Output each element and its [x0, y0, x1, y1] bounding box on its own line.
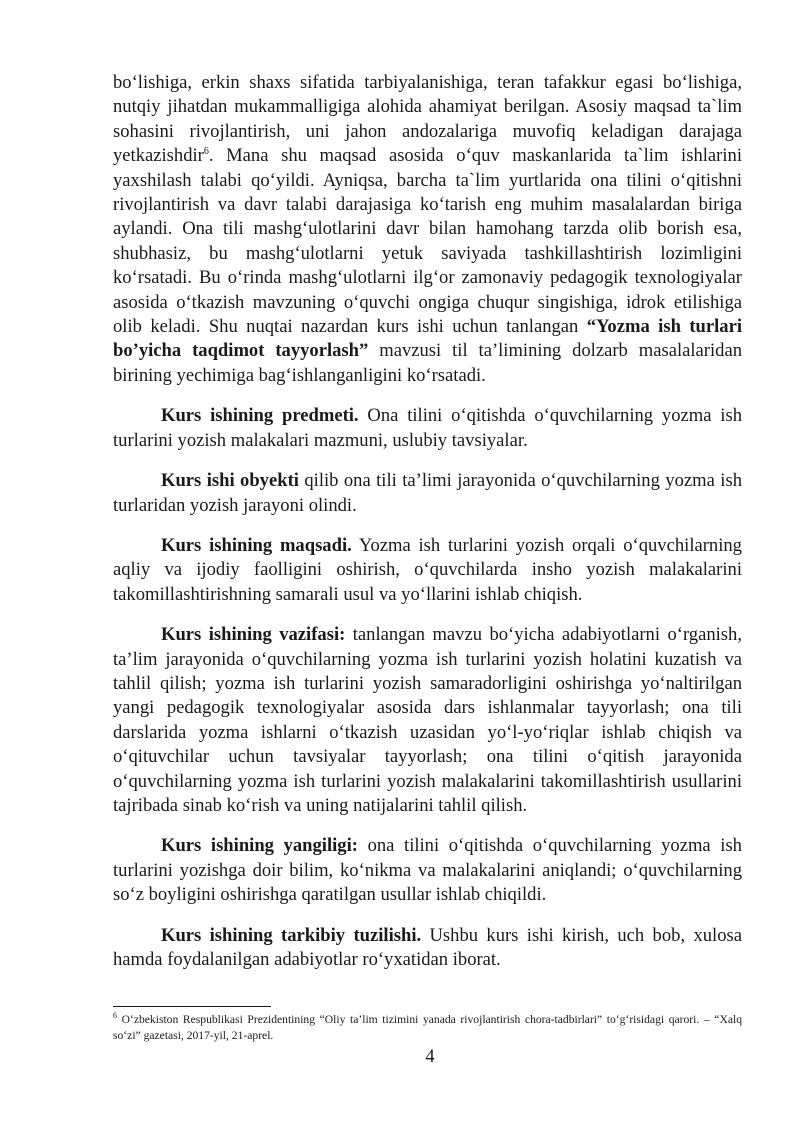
section-text: Ona tilini o‘qitishda o‘quvchilarning yozma ish turlarini yozish malakalari mazmuni, uslubiy tavsiyalar.: [113, 405, 742, 451]
intro-text-part1: bo‘lishiga, erkin shaxs sifatida tarbiyalanishiga, teran tafakkur egasi bo‘lishiga, nutqiy jihatdan mukammalligiga alohida ahamiyat berilgan. Asosiy maqsad ta`lim sohasini rivojlantirish, uni jahon andozalariga muvofiq keladigan darajaga yetkazishdir: [113, 72, 742, 167]
footnote-text: O‘zbekiston Respublikasi Prezidentining “Oliy ta’lim tizimini yanada rivojlantirish chora-tadbirlari” to‘g‘risidagi qarori. – “Xalq so‘zi” gazetasi, 2017-yil, 21-aprel.: [113, 1013, 742, 1042]
footnote-separator: [113, 1006, 271, 1007]
section-goal: [113, 534, 742, 607]
intro-paragraph: [113, 71, 742, 388]
section-subject: [113, 404, 742, 453]
section-text: ona tilini o‘qitishda o‘quvchilarning yozma ish turlarini yozishga doir bilim, ko‘nikma va malakalarini aniqlandi; o‘quvchilarning so‘z boyligini oshirishga qaratilgan usullar ishlab chiqildi.: [113, 835, 742, 906]
footnote-reference[interactable]: 6: [203, 146, 209, 158]
section-novelty: [113, 834, 742, 907]
section-text: Yozma ish turlarini yozish orqali o‘quvchilarning aqliy va ijodiy faolligini oshirish, o‘quvchilarda insho yozish malakalarini takomillashtirishning samarali usul va yo‘llarini ishlab chiqish.: [113, 534, 742, 605]
section-object: [113, 469, 742, 518]
section-text: Ushbu kurs ishi kirish, uch bob, xulosa hamda foydalanilgan adabiyotlar ro‘yxatidan iborat.: [113, 924, 742, 970]
section-heading: Kurs ishining vazifasi:: [161, 624, 346, 646]
footnote: [113, 1012, 742, 1044]
course-topic-title: “Yozma ish turlari bo’yicha taqdimot tayyorlash”: [113, 316, 742, 362]
section-heading: Kurs ishining tarkibiy tuzilishi.: [161, 924, 422, 946]
section-heading: Kurs ishining predmeti.: [161, 405, 359, 427]
section-structure: [113, 924, 742, 973]
section-heading: Kurs ishining yangiligi:: [161, 835, 358, 857]
section-text: qilib ona tili ta’limi jarayonida o‘quvchilarning yozma ish turlaridan yozish jarayoni olindi.: [113, 470, 742, 516]
intro-text-part3: mavzusi til ta’limining dolzarb masalalaridan birining yechimiga bag‘ishlanganligini ko‘rsatadi.: [113, 340, 742, 386]
intro-text-part2: . Mana shu maqsad asosida o‘quv maskanlarida ta`lim ishlarini yaxshilash talabi qo‘yildi. Ayniqsa, barcha ta`lim yurtlarida ona tilini o‘qitishni rivojlantirish va davr talabi darajasiga ko‘tarish eng muhim masalalardan biriga aylandi. Ona tili mashg‘ulotlarini davr bilan hamohang tarzda olib borish esa, shubhasiz, bu mashg‘ulotlarni yetuk saviyada tashkillashtirish lozimligini ko‘rsatadi. Bu o‘rinda mashg‘ulotlarni ilg‘or zamonaviy pedagogik texnologiyalar asosida o‘tkazish mavzuning o‘quvchi ongiga chuqur singishiga, idrok etilishiga olib keladi. Shu nuqtai nazardan kurs ishi uchun tanlangan: [113, 145, 742, 338]
section-heading: Kurs ishining maqsadi.: [161, 534, 352, 556]
document-body: [113, 71, 742, 972]
footnote-marker: 6: [113, 1011, 117, 1021]
section-heading: Kurs ishi obyekti: [161, 470, 299, 492]
page-number: 4: [425, 1046, 435, 1067]
section-tasks: [113, 623, 742, 818]
section-text: tanlangan mavzu bo‘yicha adabiyotlarni o‘rganish, ta’lim jarayonida o‘quvchilarning yozma ish turlarini yozish holatini kuzatish va tahlil qilish; yozma ish turlarini yozish samaradorligini oshirishga yo‘naltirilgan yangi pedagogik texnologiyalar asosida dars ishlanmalar tayyorlash; ona tili darslarida yozma ishlarni o‘tkazish uzasidan yo‘l-yo‘riqlar ishlab chiqish va o‘qituvchilar uchun tavsiyalar tayyorlash; ona tilini o‘qitish jarayonida o‘quvchilarning yozma ish turlarini yozish malakalarini takomillashtirish usullarini tajribada sinab ko‘rish va uning natijalarini tahlil qilish.: [113, 624, 742, 816]
